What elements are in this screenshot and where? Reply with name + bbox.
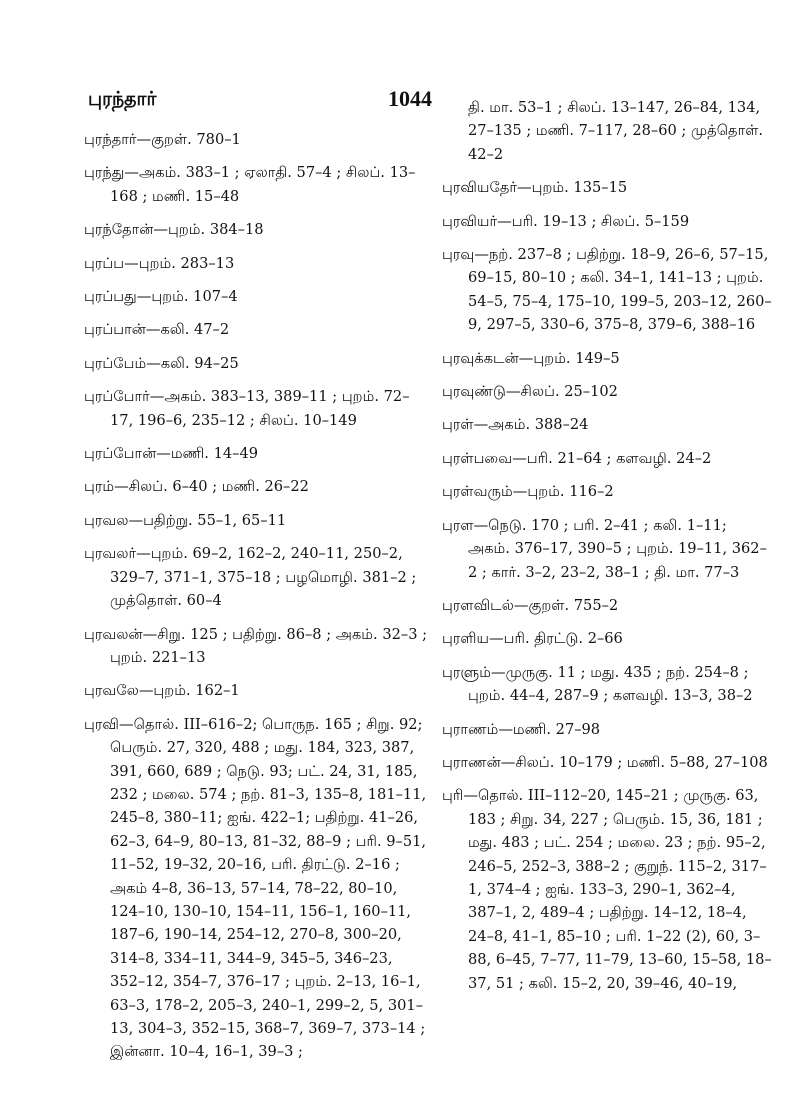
index-entry: புரவியர்—பரி. 19–13 ; சிலப். 5–159	[442, 212, 690, 230]
page-number: 1044	[388, 86, 432, 111]
right-column	[442, 99, 772, 1005]
index-entry: புரவலர்—புறம். 69–2, 162–2, 240–11, 250–2, 329–7, 371–1, 375–18 ; பழமொழி. 381–2 ; முத்தொள். 60–4	[84, 545, 417, 610]
index-entry: புரவியதேர்—புறம். 135–15	[442, 179, 628, 197]
index-entry: புரப்போன்—மணி. 14–49	[84, 445, 259, 463]
index-entry: புரப்பது—புறம். 107–4	[84, 288, 238, 306]
index-entry: புரவு—நற். 237–8 ; பதிற்று. 18–9, 26–6, 57–15, 69–15, 80–10 ; கலி. 34–1, 141–13 ; புறம். 54–5, 75–4, 175–10, 199–5, 203–12, 260–9, 297–5, 330–6, 375–8, 379–6, 388–16	[442, 246, 772, 334]
index-entry: புரவலே—புறம். 162–1	[84, 682, 240, 700]
index-entry: புரம்—சிலப். 6–40 ; மணி. 26–22	[84, 478, 309, 496]
index-entry: புரள்—அகம். 388–24	[442, 416, 589, 434]
index-entry: புரள்பவை—பரி. 21–64 ; களவழி. 24–2	[442, 449, 712, 467]
running-head: புரந்தார்	[88, 88, 157, 110]
index-entry: புரவலன்—சிறு. 125 ; பதிற்று. 86–8 ; அகம். 32–3 ; புறம். 221–13	[84, 625, 428, 666]
index-entry: புராணம்—மணி. 27–98	[442, 720, 601, 738]
index-entry: புரப்பேம்—கலி. 94–25	[84, 354, 239, 372]
index-entry: புரளவிடல்—குறள். 755–2	[442, 596, 619, 614]
index-entry: புரளும்—முருகு. 11 ; மது. 435 ; நற். 254–8 ; புறம். 44–4, 287–9 ; களவழி. 13–3, 38–2	[442, 663, 753, 705]
index-entry: புரளிய—பரி. திரட்டு. 2–66	[442, 630, 623, 648]
index-entry: புரப்ப—புறம். 283–13	[84, 254, 235, 272]
index-entry: புரந்து—அகம். 383–1 ; ஏலாதி. 57–4 ; சிலப். 13–168 ; மணி. 15–48	[84, 164, 416, 205]
index-entry: புரவுண்டு—சிலப். 25–102	[442, 383, 618, 401]
index-entry: புரப்போர்—அகம். 383–13, 389–11 ; புறம். 72–17, 196–6, 235–12 ; சிலப். 10–149	[84, 388, 410, 429]
index-entry: புரவி—தொல். III–616–2; பொருந. 165 ; சிறு. 92; பெரும். 27, 320, 488 ; மது. 184, 323, 387, 391, 660, 689 ; நெடு. 93; பட். 24, 31, 185, 232 ; மலை. 574 ; நற். 81–3, 135–8, 181–11, 245–8, 380–11; ஐங். 422–1; பதிற்று. 41–26, 62–3, 64–9, 80–13, 81–32, 88–9 ; பரி. 9–51, 11–52, 19–32, 20–16, பரி. திரட்டு. 2–16 ; அகம் 4–8, 36–13, 57–14, 78–22, 80–10, 124–10, 130–10, 154–11, 156–1, 160–11, 187–6, 190–14, 254–12, 270–8, 300–20, 314–8, 334–11, 344–9, 345–5, 346–23, 352–12, 354–7, 376–17 ; புறம். 2–13, 16–1, 63–3, 178–2, 205–3, 240–1, 299–2, 5, 301–13, 304–3, 352–15, 368–7, 369–7, 373–14 ; இன்னா. 10–4, 16–1, 39–3 ;	[84, 715, 427, 1061]
index-entry-continuation: தி. மா. 53–1 ; சிலப். 13–147, 26–84, 134, 27–135 ; மணி. 7–117, 28–60 ; முத்தொள். 42–2	[468, 99, 763, 163]
index-entry: புரந்தோன்—புறம். 384–18	[84, 221, 264, 239]
index-entry: புரள—நெடு. 170 ; பரி. 2–41 ; கலி. 1–11; அகம். 376–17, 390–5 ; புறம். 19–11, 362–2 ; கார். 3–2, 23–2, 38–1 ; தி. மா. 77–3	[442, 516, 767, 581]
index-entry: புரவுக்கடன்—புறம். 149–5	[442, 349, 620, 367]
index-entry: புரி—தொல். III–112–20, 145–21 ; முருகு. 63, 183 ; சிறு. 34, 227 ; பெரும். 15, 36, 181 ; மது. 483 ; பட். 254 ; மலை. 23 ; நற். 95–2, 246–5, 252–3, 388–2 ; குறுந். 115–2, 317–1, 374–4 ; ஐங். 133–3, 290–1, 362–4, 387–1, 2, 489–4 ; பதிற்று. 14–12, 18–4, 24–8, 41–1, 85–10 ; பரி. 1–22 (2), 60, 3–88, 6–45, 7–77, 11–79, 13–60, 15–58, 18–37, 51 ; கலி. 15–2, 20, 39–46, 40–19,	[442, 787, 772, 992]
index-entry: புரள்வரும்—புறம். 116–2	[442, 483, 614, 501]
left-column	[84, 128, 430, 1074]
index-entry: புரந்தார்—குறள். 780–1	[84, 131, 241, 148]
index-entry: புராணன்—சிலப். 10–179 ; மணி. 5–88, 27–108	[442, 753, 768, 771]
index-entry: புரவல—பதிற்று. 55–1, 65–11	[84, 511, 287, 529]
index-entry: புரப்பான்—கலி. 47–2	[84, 321, 230, 339]
